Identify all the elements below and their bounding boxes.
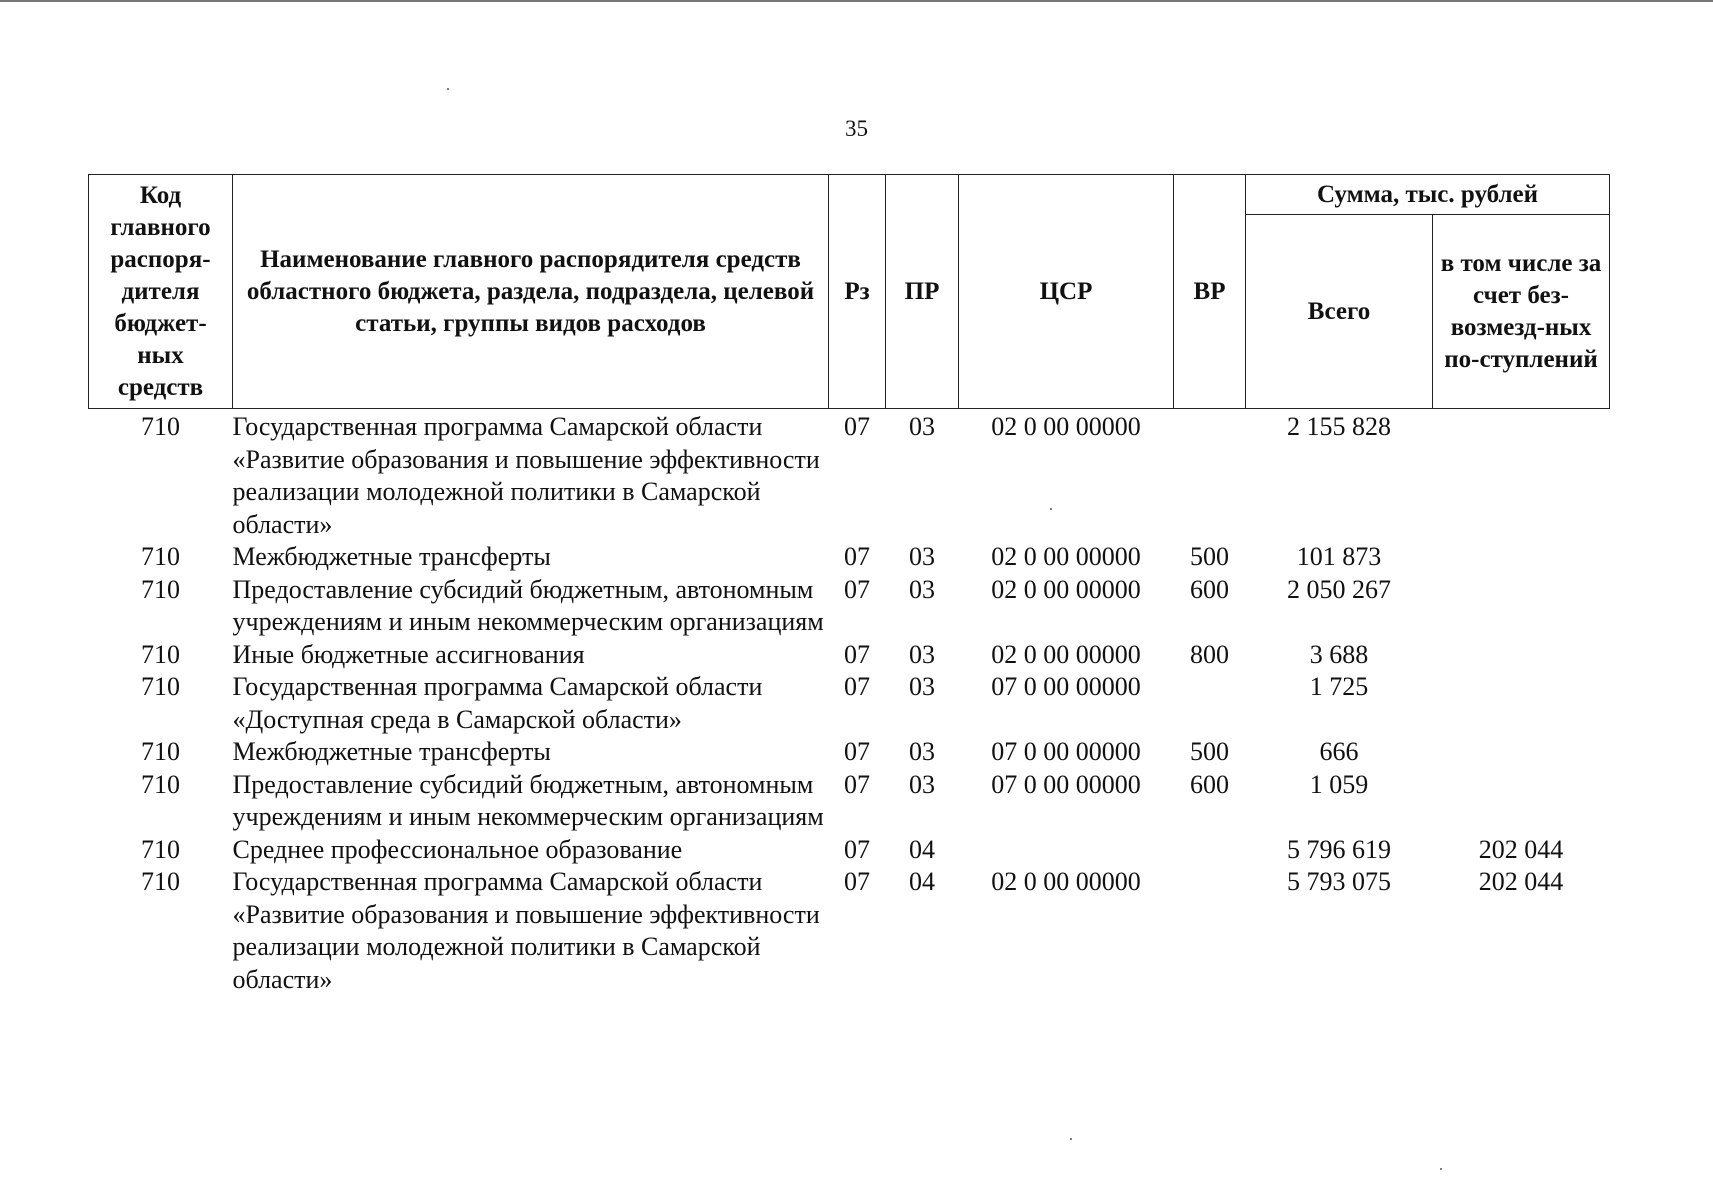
cell-vr [1174, 671, 1246, 736]
cell-rz: 07 [844, 574, 870, 604]
table-row [89, 639, 1610, 672]
cell-name: Государственная программа Самарской области «Развитие образования и повышение эффективности реализации молодежной политики в Самарской области» [232, 412, 820, 539]
table-row [89, 866, 1610, 996]
cell-name: Государственная программа Самарской области «Развитие образования и повышение эффективности реализации молодежной политики в Самарской области» [232, 867, 820, 994]
header-code: Код главного распоря-дителя бюджет-ных средств [89, 175, 233, 409]
cell-csr: 02 0 00 00000 [991, 412, 1141, 441]
cell-code: 710 [141, 737, 180, 766]
cell-code: 710 [141, 834, 180, 864]
scan-speck [447, 88, 449, 90]
cell-pr: 03 [909, 639, 935, 669]
header-rz: Рз [829, 175, 886, 409]
cell-name: Государственная программа Самарской области «Доступная среда в Самарской области» [232, 672, 763, 734]
table-row [89, 769, 1610, 834]
header-total: Всего [1246, 215, 1433, 409]
cell-csr: 07 0 00 00000 [991, 672, 1141, 701]
cell-rz: 07 [844, 672, 870, 701]
cell-total: 2 155 828 [1287, 412, 1391, 441]
cell-total: 1 059 [1309, 769, 1369, 799]
cell-pr: 03 [909, 737, 935, 766]
scan-top-edge [0, 0, 1713, 2]
cell-name: Иные бюджетные ассигнования [232, 639, 585, 669]
cell-rz: 07 [844, 769, 870, 799]
cell-vr: 600 [1190, 574, 1229, 604]
cell-total: 5 796 619 [1287, 834, 1391, 864]
cell-rz: 07 [844, 412, 870, 441]
cell-rz: 07 [844, 834, 870, 864]
cell-free [1433, 736, 1610, 769]
cell-code: 710 [141, 542, 180, 571]
cell-free [1433, 769, 1610, 834]
cell-csr: 02 0 00 00000 [991, 867, 1141, 896]
cell-free [1433, 574, 1610, 639]
cell-total: 3 688 [1309, 639, 1369, 669]
cell-free [1433, 409, 1610, 542]
cell-csr: 02 0 00 00000 [991, 574, 1141, 604]
table-row [89, 574, 1610, 639]
cell-free [1433, 671, 1610, 736]
cell-name: Предоставление субсидий бюджетным, автономным учреждениям и иным некоммерческим организациям [232, 769, 824, 831]
cell-code: 710 [141, 639, 180, 669]
table-body [89, 409, 1610, 997]
cell-total: 2 050 267 [1287, 574, 1391, 604]
cell-pr: 03 [909, 412, 935, 441]
scan-speck [1440, 1168, 1442, 1170]
cell-csr [959, 834, 1174, 867]
header-name: Наименование главного распорядителя средств областного бюджета, раздела, подраздела, целевой статьи, группы видов расходов [233, 175, 829, 409]
cell-free: 202 044 [1478, 867, 1564, 896]
header-vr: ВР [1174, 175, 1246, 409]
cell-vr: 800 [1190, 639, 1229, 669]
cell-csr: 02 0 00 00000 [991, 542, 1141, 571]
header-csr: ЦСР [959, 175, 1174, 409]
table-row [89, 736, 1610, 769]
cell-name: Предоставление субсидий бюджетным, автономным учреждениям и иным некоммерческим организациям [232, 574, 824, 636]
cell-name: Межбюджетные трансферты [232, 737, 551, 766]
cell-rz: 07 [844, 542, 870, 571]
cell-pr: 03 [909, 769, 935, 799]
scan-speck [1070, 1138, 1072, 1140]
header-sum: Сумма, тыс. рублей [1246, 175, 1610, 215]
table-row [89, 541, 1610, 574]
cell-rz: 07 [844, 737, 870, 766]
cell-total: 666 [1319, 737, 1359, 766]
cell-total: 1 725 [1309, 672, 1369, 701]
cell-free: 202 044 [1478, 834, 1564, 864]
table-header [89, 175, 1610, 409]
cell-free [1433, 541, 1610, 574]
cell-name: Среднее профессиональное образование [232, 834, 683, 864]
header-free: в том числе за счет без-возмезд-ных по-ступлений [1433, 215, 1610, 409]
cell-vr [1174, 834, 1246, 867]
table-row [89, 671, 1610, 736]
cell-code: 710 [141, 867, 180, 896]
cell-rz: 07 [844, 639, 870, 669]
cell-code: 710 [141, 574, 180, 604]
cell-csr: 07 0 00 00000 [991, 769, 1141, 799]
header-pr: ПР [886, 175, 959, 409]
cell-pr: 03 [909, 672, 935, 701]
cell-pr: 03 [909, 574, 935, 604]
table-row [89, 834, 1610, 867]
table-row [89, 409, 1610, 542]
budget-table [88, 174, 1610, 996]
cell-csr: 07 0 00 00000 [991, 737, 1141, 766]
cell-vr: 600 [1190, 769, 1229, 799]
cell-total: 5 793 075 [1287, 867, 1391, 896]
cell-pr: 04 [909, 867, 935, 896]
cell-code: 710 [141, 672, 180, 701]
cell-code: 710 [141, 769, 180, 799]
cell-vr: 500 [1190, 542, 1229, 571]
cell-total: 101 873 [1296, 542, 1382, 571]
cell-free [1433, 639, 1610, 672]
cell-pr: 04 [909, 834, 935, 864]
cell-rz: 07 [844, 867, 870, 896]
cell-vr [1174, 409, 1246, 542]
cell-pr: 03 [909, 542, 935, 571]
cell-name: Межбюджетные трансферты [232, 542, 551, 571]
cell-vr: 500 [1190, 737, 1229, 766]
page-number: 35 [845, 116, 868, 141]
cell-csr: 02 0 00 00000 [991, 639, 1141, 669]
cell-vr [1174, 866, 1246, 996]
cell-code: 710 [141, 412, 180, 441]
